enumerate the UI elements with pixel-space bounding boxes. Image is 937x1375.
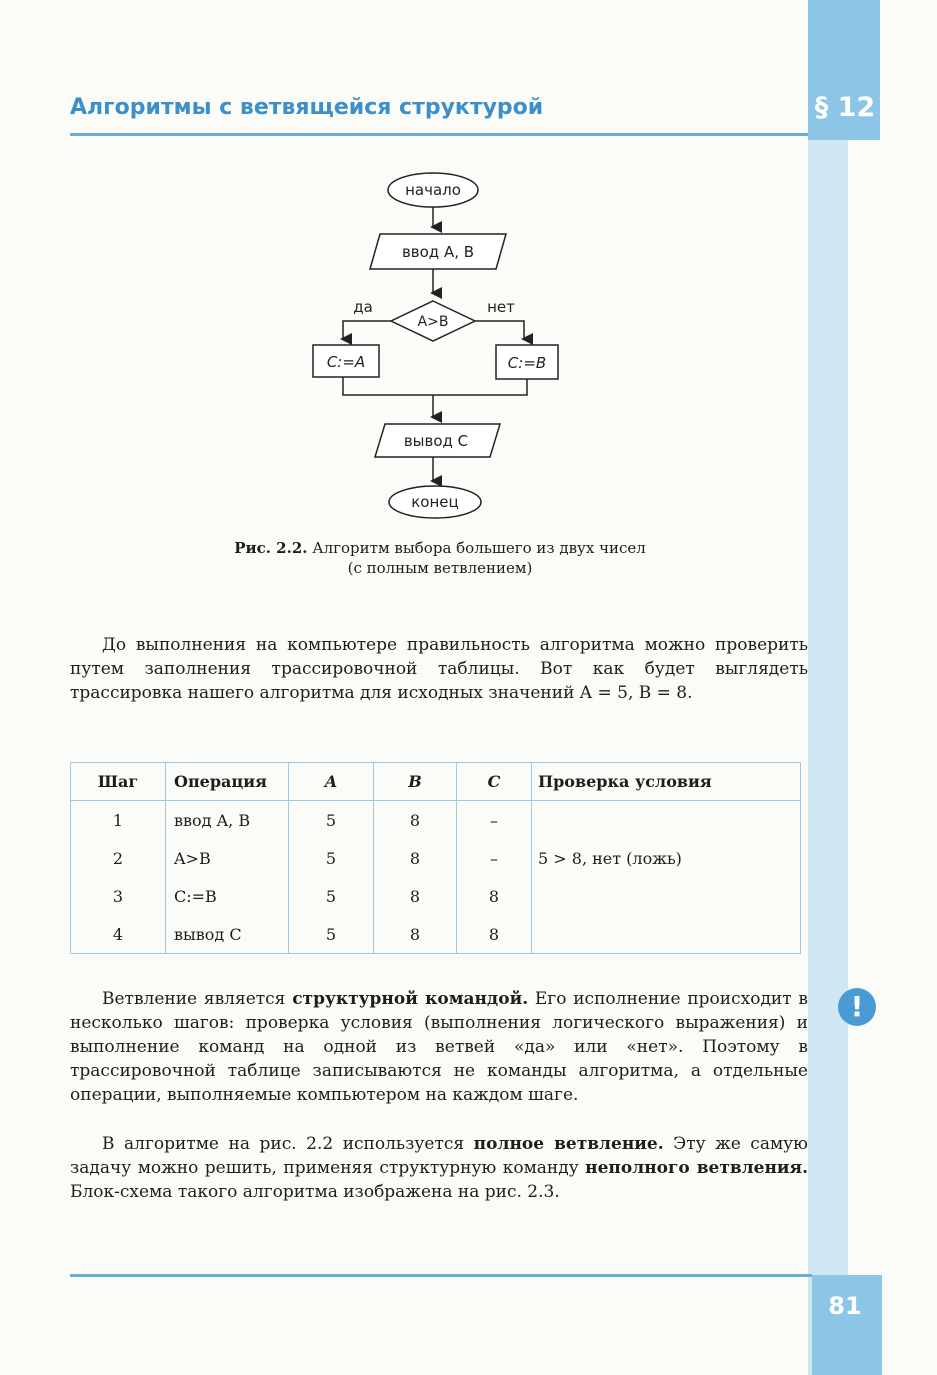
- cell-b: 8: [374, 801, 457, 840]
- table-row: [71, 801, 801, 840]
- table-row: [71, 915, 801, 954]
- header-step: Шаг: [71, 763, 166, 801]
- table-header-row: [71, 763, 801, 801]
- caption-line1: Алгоритм выбора большего из двух чисел: [312, 539, 646, 557]
- cell-step: 3: [71, 877, 166, 915]
- para3-text3: Блок-схема такого алгоритма изображена на рис. 2.3.: [70, 1182, 560, 1202]
- para3-text2: Эту же самую задачу можно решить, применяя структурную команду: [70, 1134, 808, 1178]
- flowchart: [300, 165, 580, 525]
- cell-step: 1: [71, 801, 166, 840]
- cell-b: 8: [374, 877, 457, 915]
- cell-a: 5: [289, 915, 374, 954]
- header-a: A: [289, 763, 374, 801]
- para2-bold1: структурной командой.: [292, 989, 529, 1009]
- start-label: начало: [405, 181, 461, 199]
- cell-operation: вывод C: [166, 915, 289, 954]
- header-c: C: [457, 763, 532, 801]
- cell-c: 8: [457, 877, 532, 915]
- cell-operation: A>B: [166, 839, 289, 877]
- caption-line2: (с полным ветвлением): [347, 559, 533, 577]
- para3-text1: В алгоритме на рис. 2.2 используется: [102, 1134, 474, 1154]
- cell-a: 5: [289, 877, 374, 915]
- figure-caption: [150, 538, 730, 578]
- cell-a: 5: [289, 801, 374, 840]
- para3-bold2: неполного ветвления.: [585, 1158, 808, 1178]
- full-branching-paragraph: [70, 1132, 808, 1204]
- page-number-tab: [812, 1275, 882, 1375]
- cell-c: 8: [457, 915, 532, 954]
- intro-paragraph: До выполнения на компьютере правильность алгоритма можно проверить путем заполнения трассировочной таблицы. Вот как будет выглядеть трассировка нашего алгоритма для исходных значений A = 5, B = 8.: [70, 635, 808, 703]
- page-number: 81: [828, 1292, 862, 1320]
- cell-check: 5 > 8, нет (ложь): [532, 839, 801, 877]
- cell-c: –: [457, 801, 532, 840]
- para3-bold1: полное ветвление.: [473, 1134, 664, 1154]
- header-check: Проверка условия: [532, 763, 801, 801]
- cell-operation: C:=B: [166, 877, 289, 915]
- cell-check: [532, 915, 801, 954]
- cell-step: 4: [71, 915, 166, 954]
- para2-text1: Ветвление является: [102, 989, 293, 1009]
- para2-text2: Его исполнение происходит в несколько шагов: проверка условия (выполнения логического выражения) и выполнение команд на одной из ветвей «да» или «нет». Поэтому в трассировочной таблице записываются не команды алгоритма, а отдельные операции, выполняемые компьютером на каждом шаге.: [70, 989, 808, 1105]
- header-operation: Операция: [166, 763, 289, 801]
- side-strip: [808, 0, 848, 1375]
- exclamation-icon: !: [838, 988, 876, 1026]
- header-b: B: [374, 763, 457, 801]
- condition-label: A>B: [417, 314, 449, 330]
- end-label: конец: [411, 493, 459, 511]
- cell-check: [532, 877, 801, 915]
- no-action-label: C:=B: [507, 354, 547, 372]
- yes-label: да: [353, 298, 373, 316]
- chapter-title: Алгоритмы с ветвящейся структурой: [70, 95, 544, 120]
- input-label: ввод A, B: [401, 243, 475, 261]
- cell-c: –: [457, 839, 532, 877]
- cell-b: 8: [374, 839, 457, 877]
- cell-check: [532, 801, 801, 840]
- section-number: § 12: [814, 92, 876, 123]
- cell-b: 8: [374, 915, 457, 954]
- branching-paragraph: [70, 987, 808, 1107]
- output-label: вывод C: [403, 432, 469, 450]
- cell-step: 2: [71, 839, 166, 877]
- yes-action-label: C:=A: [326, 353, 366, 371]
- cell-operation: ввод A, B: [166, 801, 289, 840]
- trace-table: [70, 762, 801, 954]
- footer-rule: [70, 1274, 812, 1277]
- no-label: нет: [487, 298, 515, 316]
- cell-a: 5: [289, 839, 374, 877]
- table-row: [71, 877, 801, 915]
- table-row: [71, 839, 801, 877]
- header-rule: [70, 133, 808, 136]
- caption-label: Рис. 2.2.: [234, 539, 308, 557]
